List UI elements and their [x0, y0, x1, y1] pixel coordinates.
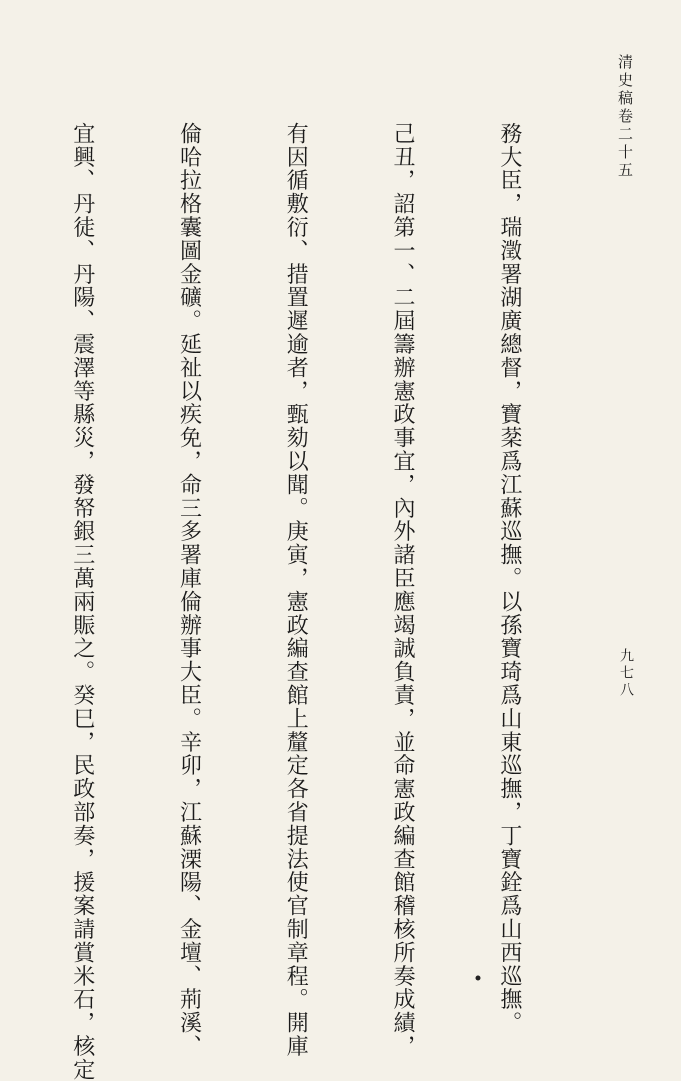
running-head: 清史稿卷二十五: [616, 54, 634, 180]
text-column: 宜興、丹徒、丹陽、震澤等縣災，發帑銀三萬兩賑之。癸巳，民政部奏，援案請賞米石，核定: [69, 122, 95, 1081]
text-column: 倫哈拉格囊圖金礦。延祉以疾免，命三多署庫倫辦事大臣。辛卯，江蘇溧陽、金壇、荊溪、: [176, 122, 202, 1058]
text-column: 務大臣，瑞澂署湖廣總督，寶棻爲江蘇巡撫。以孫寶琦爲山東巡撫，丁寶銓爲山西巡撫。: [496, 122, 522, 1035]
text-column: 有因循敷衍、措置遲逾者，甄劾以聞。庚寅，憲政編查館上釐定各省提法使官制章程。開庫: [283, 122, 309, 1058]
page-number: 九七八: [618, 648, 634, 699]
text-column: 己丑，詔第一、二屆籌辦憲政事宜，內外諸臣應竭誠負責，並命憲政編查館稽核所奏成績，: [390, 122, 416, 1058]
ink-dot-icon: [474, 974, 482, 982]
body-text: [69, 122, 598, 1081]
